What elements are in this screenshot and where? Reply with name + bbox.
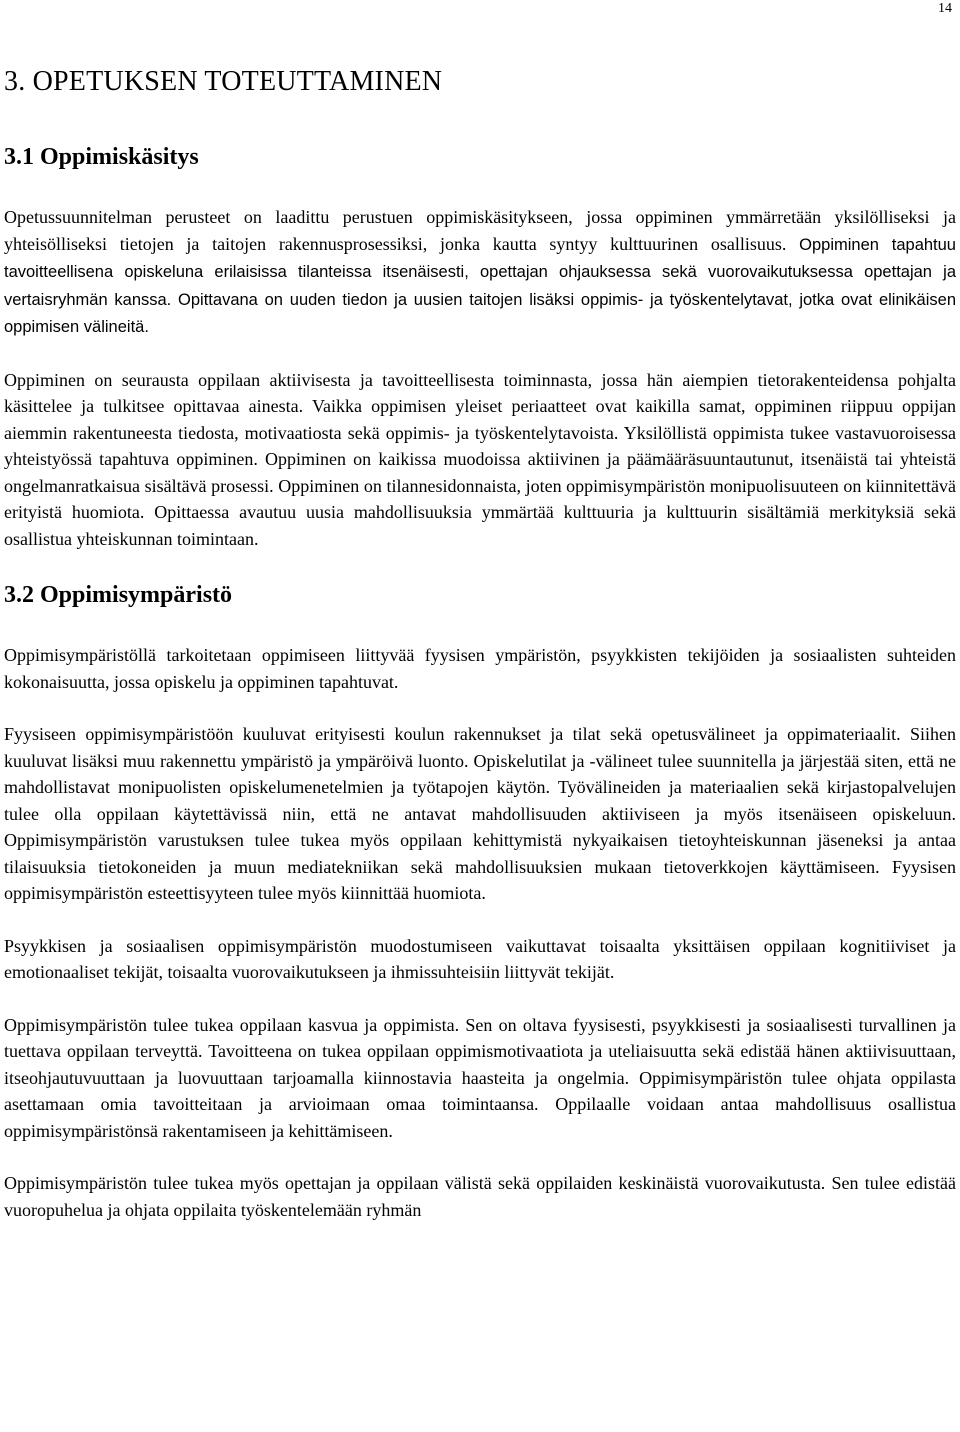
paragraph-oppimisymparisto-2: Fyysiseen oppimisympäristöön kuuluvat erityisesti koulun rakennukset ja tilat sekä opetusvälineet ja oppimateriaalit. Siihen kuuluvat lisäksi muu rakennettu ympäristö ja ympäröivä luonto. Opiskelutilat ja -välineet tulee suunnitella ja järjestää siten, että ne mahdollistavat monipuolisten opiskelumenetelmien ja työtapojen käytön. Työvälineiden ja materiaalien sekä kirjastopalvelujen tulee olla oppilaan käytettävissä niin, että ne antavat mahdollisuuden aktiiviseen ja myös itsenäiseen opiskeluun. Oppimisympäristön varustuksen tulee tukea myös oppilaan kehittymistä nykyaikaisen tietoyhteiskunnan jäseneksi ja antaa tilaisuuksia tietokoneiden ja muun mediatekniikan sekä mahdollisuuksien mukaan tietoverkkojen käyttämiseen. Fyysisen oppimisympäristön esteettisyyteen tulee myös kiinnittää huomiota. bbox=[4, 724, 956, 903]
paragraph-oppimiskasitys-2: Oppiminen on seurausta oppilaan aktiivisesta ja tavoitteellisesta toiminnasta, jossa hän aiempien tietorakenteidensa pohjalta käsittelee ja tulkitsee opittavaa ainesta. Vaikka oppimisen yleiset periaatteet ovat kaikilla samat, oppiminen riippuu oppijan aiemmin rakentuneesta tiedosta, motivaatiosta sekä oppimis- ja työskentelytavoista. Yksilöllistä oppimista tukee vastavuoroisessa yhteistyössä tapahtuva oppiminen. Oppiminen on kaikissa muodoissa aktiivinen ja päämääräsuuntautunut, itsenäistä tai yhteistä ongelmanratkaisua sisältävä prosessi. Oppiminen on tilannesidonnaista, joten oppimisympäristön monipuolisuuteen on kiinnitettävä erityistä huomiota. Opittaessa avautuu uusia mahdollisuuksia ymmärtää kulttuuria ja kulttuurin sisältämiä merkityksiä sekä osallistua yhteiskunnan toimintaan. bbox=[4, 369, 956, 549]
paragraph-sans-part: Oppiminen tapahtuu tavoitteellisena opiskeluna erilaisissa tilanteissa itsenäisesti, opettajan ohjauksessa sekä vuorovaikutuksessa opettajan ja vertaisryhmän kanssa. Opittavana on uuden tiedon ja uusien taitojen lisäksi oppimis- ja työskentelytavat, jotka ovat elinikäisen oppimisen välineitä. bbox=[4, 235, 956, 336]
paragraph-oppimisymparisto-5: Oppimisympäristön tulee tukea myös opettajan ja oppilaan välistä sekä oppilaiden keskinäistä vuorovaikutusta. Sen tulee edistää vuoropuhelua ja ohjata oppilaita työskentelemään ryhmän bbox=[4, 1173, 956, 1220]
paragraph-oppimiskasitys-1 bbox=[4, 204, 956, 341]
paragraph-oppimisymparisto-1: Oppimisympäristöllä tarkoitetaan oppimiseen liittyvää fyysisen ympäristön, psyykkisten tekijöiden ja sosiaalisten suhteiden kokonaisuutta, jossa opiskelu ja oppiminen tapahtuvat. bbox=[4, 645, 956, 692]
document-body bbox=[4, 62, 956, 1249]
section-heading: 3. OPETUKSEN TOTEUTTAMINEN bbox=[4, 66, 443, 97]
paragraph-serif-part: Opetussuunnitelman perusteet on laadittu perustuen oppimiskäsitykseen, jossa oppiminen ymmärretään yksilölliseksi ja yhteisölliseksi tietojen ja taitojen rakennusprosessiksi, jonka kautta syntyy kulttuurinen osallisuus. bbox=[4, 207, 956, 254]
subsection-heading-oppimisymparisto: 3.2 Oppimisympäristö bbox=[4, 582, 233, 608]
paragraph-oppimisymparisto-4: Oppimisympäristön tulee tukea oppilaan kasvua ja oppimista. Sen on oltava fyysisesti, psyykkisesti ja sosiaalisesti turvallinen ja tuettava oppilaan terveyttä. Tavoitteena on tukea oppilaan oppimismotivaatiota ja uteliaisuutta sekä edistää hänen aktiivisuuttaan, itseohjautuvuuttaan ja luovuuttaan tarjoamalla kiinnostavia haasteita ja ongelmia. Oppimisympäristön tulee ohjata oppilasta asettamaan omia tavoitteitaan ja arvioimaan omaa toimintaansa. Oppilaalle voidaan antaa mahdollisuus osallistua oppimisympäristönsä rakentamiseen ja kehittämiseen. bbox=[4, 1014, 956, 1141]
paragraph-oppimisymparisto-3: Psyykkisen ja sosiaalisen oppimisympäristön muodostumiseen vaikuttavat toisaalta yksittäisen oppilaan kognitiiviset ja emotionaaliset tekijät, toisaalta vuorovaikutukseen ja ihmissuhteisiin liittyvät tekijät. bbox=[4, 935, 956, 982]
subsection-heading-oppimiskasitys: 3.1 Oppimiskäsitys bbox=[4, 144, 199, 170]
page-number: 14 bbox=[938, 1, 952, 16]
